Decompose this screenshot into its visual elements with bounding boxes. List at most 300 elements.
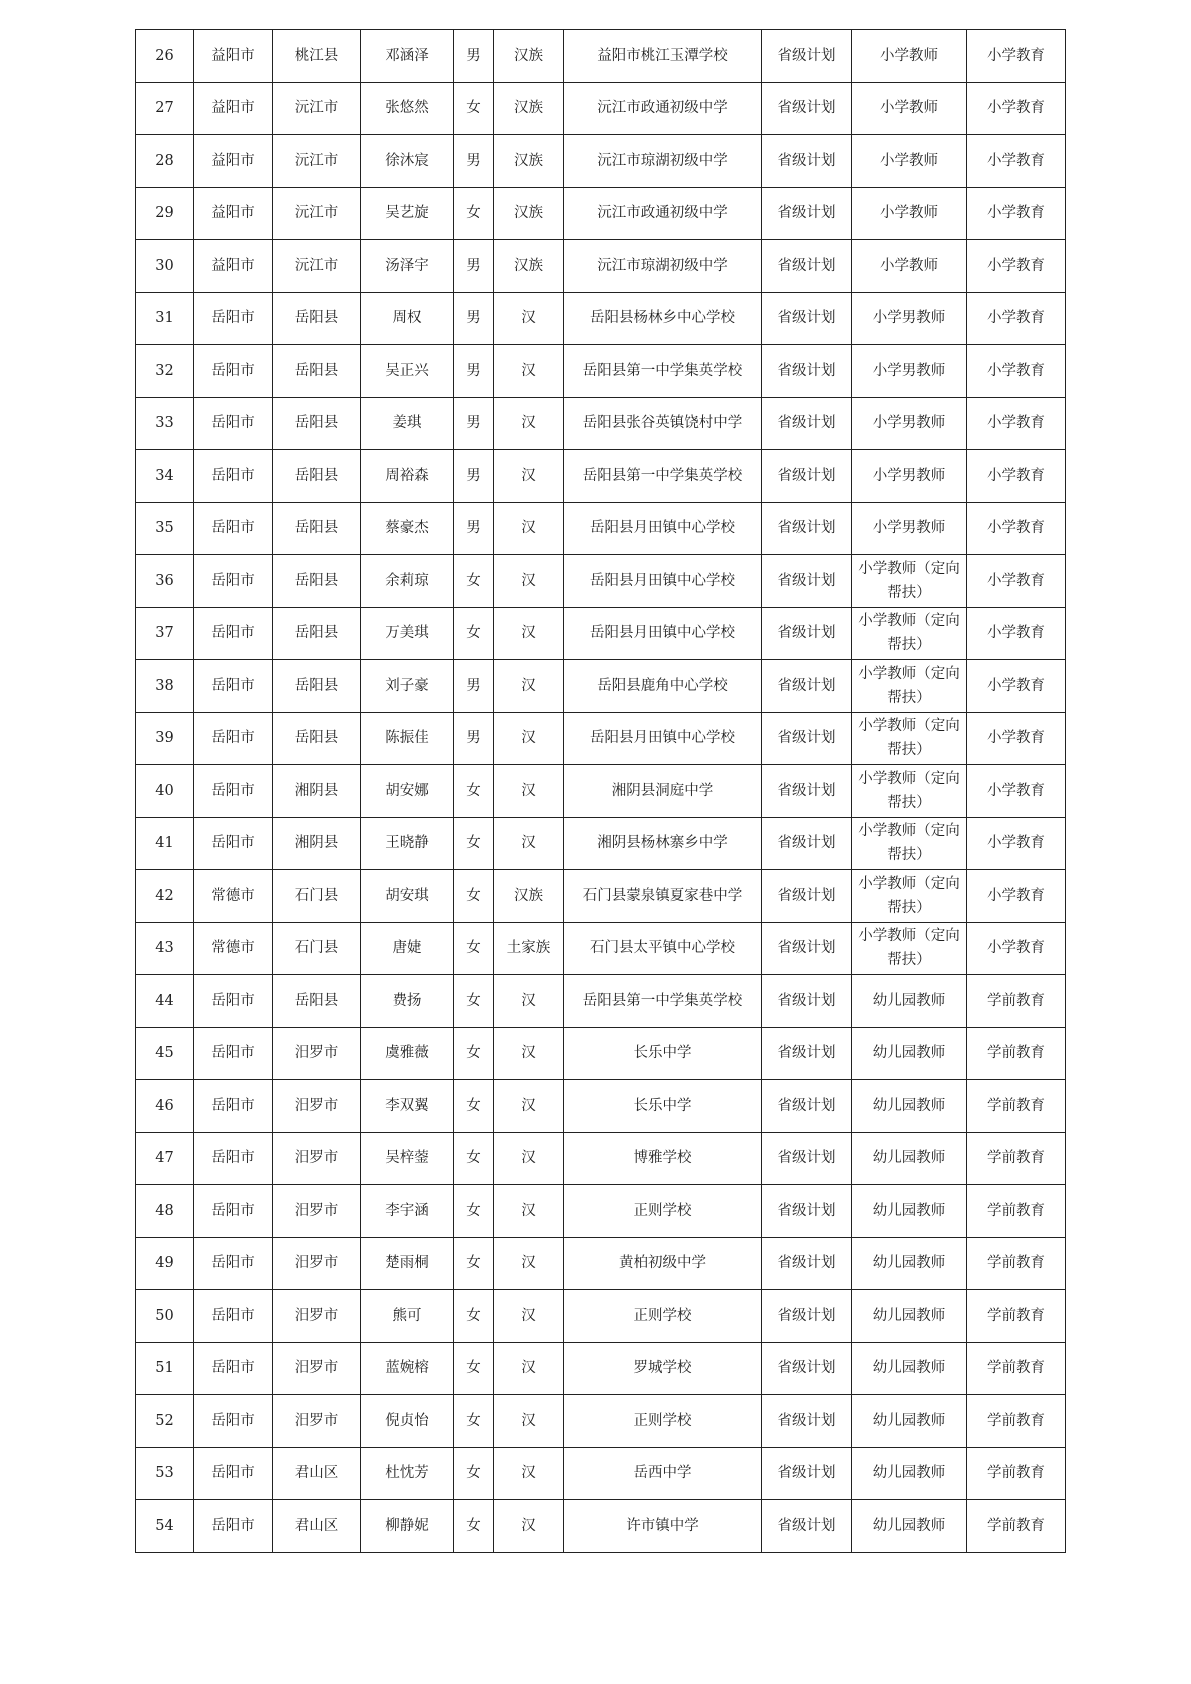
- row-number-cell: 32: [136, 345, 194, 398]
- plan-type-cell: 省级计划: [762, 975, 852, 1028]
- table-row: [136, 817, 1066, 870]
- school-cell: 石门县太平镇中心学校: [564, 922, 762, 975]
- plan-type-cell: 省级计划: [762, 502, 852, 555]
- county-cell: 岳阳县: [273, 450, 361, 503]
- school-cell: 岳阳县鹿角中心学校: [564, 660, 762, 713]
- name-cell: 倪贞怡: [361, 1395, 454, 1448]
- name-cell: 李宇涵: [361, 1185, 454, 1238]
- position-cell: 幼儿园教师: [852, 1342, 967, 1395]
- gender-cell: 女: [454, 1132, 494, 1185]
- city-cell: 益阳市: [194, 135, 273, 188]
- county-cell: 岳阳县: [273, 292, 361, 345]
- table-row: [136, 1132, 1066, 1185]
- ethnicity-cell: 土家族: [494, 922, 564, 975]
- gender-cell: 女: [454, 1447, 494, 1500]
- county-cell: 岳阳县: [273, 397, 361, 450]
- ethnicity-cell: 汉: [494, 712, 564, 765]
- row-number-cell: 39: [136, 712, 194, 765]
- row-number-cell: 54: [136, 1500, 194, 1553]
- ethnicity-cell: 汉族: [494, 135, 564, 188]
- name-cell: 楚雨桐: [361, 1237, 454, 1290]
- gender-cell: 女: [454, 1395, 494, 1448]
- row-number-cell: 46: [136, 1080, 194, 1133]
- name-cell: 王晓静: [361, 817, 454, 870]
- major-cell: 小学教育: [967, 292, 1066, 345]
- major-cell: 学前教育: [967, 1500, 1066, 1553]
- row-number-cell: 27: [136, 82, 194, 135]
- table-row: [136, 607, 1066, 660]
- gender-cell: 女: [454, 555, 494, 608]
- major-cell: 小学教育: [967, 82, 1066, 135]
- row-number-cell: 51: [136, 1342, 194, 1395]
- county-cell: 汨罗市: [273, 1132, 361, 1185]
- row-number-cell: 44: [136, 975, 194, 1028]
- ethnicity-cell: 汉: [494, 1447, 564, 1500]
- plan-type-cell: 省级计划: [762, 1395, 852, 1448]
- position-cell: 幼儿园教师: [852, 975, 967, 1028]
- major-cell: 学前教育: [967, 975, 1066, 1028]
- gender-cell: 女: [454, 187, 494, 240]
- city-cell: 岳阳市: [194, 555, 273, 608]
- gender-cell: 男: [454, 397, 494, 450]
- row-number-cell: 50: [136, 1290, 194, 1343]
- row-number-cell: 35: [136, 502, 194, 555]
- county-cell: 汨罗市: [273, 1237, 361, 1290]
- city-cell: 岳阳市: [194, 1080, 273, 1133]
- city-cell: 岳阳市: [194, 1447, 273, 1500]
- row-number-cell: 53: [136, 1447, 194, 1500]
- ethnicity-cell: 汉: [494, 1500, 564, 1553]
- county-cell: 汨罗市: [273, 1342, 361, 1395]
- ethnicity-cell: 汉: [494, 765, 564, 818]
- position-cell: 小学教师（定向帮扶）: [852, 922, 967, 975]
- ethnicity-cell: 汉族: [494, 30, 564, 83]
- position-cell: 小学男教师: [852, 450, 967, 503]
- name-cell: 唐婕: [361, 922, 454, 975]
- school-cell: 许市镇中学: [564, 1500, 762, 1553]
- position-cell: 小学教师（定向帮扶）: [852, 870, 967, 923]
- ethnicity-cell: 汉: [494, 502, 564, 555]
- name-cell: 熊可: [361, 1290, 454, 1343]
- gender-cell: 女: [454, 870, 494, 923]
- plan-type-cell: 省级计划: [762, 30, 852, 83]
- table-row: [136, 1342, 1066, 1395]
- row-number-cell: 52: [136, 1395, 194, 1448]
- gender-cell: 女: [454, 817, 494, 870]
- gender-cell: 男: [454, 30, 494, 83]
- plan-type-cell: 省级计划: [762, 1132, 852, 1185]
- ethnicity-cell: 汉族: [494, 870, 564, 923]
- city-cell: 益阳市: [194, 82, 273, 135]
- position-cell: 小学教师（定向帮扶）: [852, 607, 967, 660]
- ethnicity-cell: 汉: [494, 1027, 564, 1080]
- city-cell: 益阳市: [194, 187, 273, 240]
- major-cell: 小学教育: [967, 712, 1066, 765]
- position-cell: 幼儿园教师: [852, 1447, 967, 1500]
- table-row: [136, 187, 1066, 240]
- city-cell: 岳阳市: [194, 1027, 273, 1080]
- plan-type-cell: 省级计划: [762, 817, 852, 870]
- ethnicity-cell: 汉: [494, 1132, 564, 1185]
- county-cell: 沅江市: [273, 187, 361, 240]
- ethnicity-cell: 汉: [494, 975, 564, 1028]
- city-cell: 岳阳市: [194, 1132, 273, 1185]
- plan-type-cell: 省级计划: [762, 345, 852, 398]
- gender-cell: 女: [454, 1290, 494, 1343]
- plan-type-cell: 省级计划: [762, 765, 852, 818]
- city-cell: 岳阳市: [194, 1237, 273, 1290]
- table-row: [136, 922, 1066, 975]
- position-cell: 小学教师（定向帮扶）: [852, 555, 967, 608]
- position-cell: 幼儿园教师: [852, 1185, 967, 1238]
- plan-type-cell: 省级计划: [762, 292, 852, 345]
- county-cell: 岳阳县: [273, 555, 361, 608]
- school-cell: 岳阳县月田镇中心学校: [564, 712, 762, 765]
- table-row: [136, 502, 1066, 555]
- name-cell: 汤泽宇: [361, 240, 454, 293]
- county-cell: 岳阳县: [273, 607, 361, 660]
- city-cell: 岳阳市: [194, 817, 273, 870]
- city-cell: 常德市: [194, 922, 273, 975]
- school-cell: 博雅学校: [564, 1132, 762, 1185]
- row-number-cell: 45: [136, 1027, 194, 1080]
- major-cell: 小学教育: [967, 817, 1066, 870]
- position-cell: 幼儿园教师: [852, 1080, 967, 1133]
- position-cell: 幼儿园教师: [852, 1027, 967, 1080]
- city-cell: 岳阳市: [194, 1290, 273, 1343]
- plan-type-cell: 省级计划: [762, 82, 852, 135]
- plan-type-cell: 省级计划: [762, 607, 852, 660]
- table-row: [136, 975, 1066, 1028]
- city-cell: 岳阳市: [194, 607, 273, 660]
- school-cell: 沅江市政通初级中学: [564, 187, 762, 240]
- city-cell: 岳阳市: [194, 345, 273, 398]
- table-row: [136, 30, 1066, 83]
- row-number-cell: 28: [136, 135, 194, 188]
- row-number-cell: 36: [136, 555, 194, 608]
- row-number-cell: 34: [136, 450, 194, 503]
- position-cell: 小学教师: [852, 82, 967, 135]
- city-cell: 岳阳市: [194, 397, 273, 450]
- gender-cell: 男: [454, 292, 494, 345]
- school-cell: 石门县蒙泉镇夏家巷中学: [564, 870, 762, 923]
- table-row: [136, 555, 1066, 608]
- school-cell: 湘阴县洞庭中学: [564, 765, 762, 818]
- major-cell: 小学教育: [967, 660, 1066, 713]
- school-cell: 罗城学校: [564, 1342, 762, 1395]
- county-cell: 湘阴县: [273, 817, 361, 870]
- school-cell: 岳阳县第一中学集英学校: [564, 450, 762, 503]
- plan-type-cell: 省级计划: [762, 1342, 852, 1395]
- table-row: [136, 1080, 1066, 1133]
- school-cell: 湘阴县杨林寨乡中学: [564, 817, 762, 870]
- county-cell: 桃江县: [273, 30, 361, 83]
- gender-cell: 男: [454, 502, 494, 555]
- school-cell: 益阳市桃江玉潭学校: [564, 30, 762, 83]
- plan-type-cell: 省级计划: [762, 555, 852, 608]
- school-cell: 岳阳县杨林乡中心学校: [564, 292, 762, 345]
- name-cell: 余莉琼: [361, 555, 454, 608]
- ethnicity-cell: 汉: [494, 1395, 564, 1448]
- gender-cell: 女: [454, 607, 494, 660]
- gender-cell: 女: [454, 765, 494, 818]
- table-row: [136, 345, 1066, 398]
- school-cell: 岳阳县月田镇中心学校: [564, 607, 762, 660]
- plan-type-cell: 省级计划: [762, 660, 852, 713]
- row-number-cell: 40: [136, 765, 194, 818]
- name-cell: 柳静妮: [361, 1500, 454, 1553]
- plan-type-cell: 省级计划: [762, 870, 852, 923]
- table-row: [136, 660, 1066, 713]
- county-cell: 沅江市: [273, 135, 361, 188]
- position-cell: 小学教师: [852, 187, 967, 240]
- position-cell: 小学男教师: [852, 502, 967, 555]
- row-number-cell: 48: [136, 1185, 194, 1238]
- position-cell: 小学男教师: [852, 292, 967, 345]
- position-cell: 幼儿园教师: [852, 1395, 967, 1448]
- table-row: [136, 1185, 1066, 1238]
- table-row: [136, 292, 1066, 345]
- position-cell: 幼儿园教师: [852, 1290, 967, 1343]
- county-cell: 汨罗市: [273, 1080, 361, 1133]
- gender-cell: 女: [454, 1080, 494, 1133]
- school-cell: 岳阳县张谷英镇饶村中学: [564, 397, 762, 450]
- ethnicity-cell: 汉: [494, 1185, 564, 1238]
- county-cell: 岳阳县: [273, 712, 361, 765]
- name-cell: 胡安琪: [361, 870, 454, 923]
- table-row: [136, 1237, 1066, 1290]
- school-cell: 岳阳县第一中学集英学校: [564, 975, 762, 1028]
- city-cell: 岳阳市: [194, 502, 273, 555]
- county-cell: 汨罗市: [273, 1290, 361, 1343]
- name-cell: 吴正兴: [361, 345, 454, 398]
- plan-type-cell: 省级计划: [762, 397, 852, 450]
- school-cell: 正则学校: [564, 1290, 762, 1343]
- position-cell: 小学教师（定向帮扶）: [852, 765, 967, 818]
- county-cell: 君山区: [273, 1447, 361, 1500]
- county-cell: 汨罗市: [273, 1185, 361, 1238]
- ethnicity-cell: 汉: [494, 1290, 564, 1343]
- school-cell: 正则学校: [564, 1185, 762, 1238]
- table-row: [136, 135, 1066, 188]
- city-cell: 益阳市: [194, 240, 273, 293]
- name-cell: 邓涵泽: [361, 30, 454, 83]
- major-cell: 小学教育: [967, 240, 1066, 293]
- position-cell: 幼儿园教师: [852, 1132, 967, 1185]
- name-cell: 吴梓蓥: [361, 1132, 454, 1185]
- county-cell: 汨罗市: [273, 1027, 361, 1080]
- plan-type-cell: 省级计划: [762, 187, 852, 240]
- county-cell: 石门县: [273, 870, 361, 923]
- major-cell: 学前教育: [967, 1027, 1066, 1080]
- gender-cell: 男: [454, 660, 494, 713]
- school-cell: 沅江市政通初级中学: [564, 82, 762, 135]
- county-cell: 岳阳县: [273, 502, 361, 555]
- row-number-cell: 47: [136, 1132, 194, 1185]
- name-cell: 刘子豪: [361, 660, 454, 713]
- ethnicity-cell: 汉族: [494, 187, 564, 240]
- position-cell: 小学教师: [852, 240, 967, 293]
- plan-type-cell: 省级计划: [762, 1237, 852, 1290]
- plan-type-cell: 省级计划: [762, 1500, 852, 1553]
- ethnicity-cell: 汉: [494, 555, 564, 608]
- school-cell: 岳西中学: [564, 1447, 762, 1500]
- major-cell: 学前教育: [967, 1237, 1066, 1290]
- row-number-cell: 31: [136, 292, 194, 345]
- plan-type-cell: 省级计划: [762, 135, 852, 188]
- major-cell: 小学教育: [967, 345, 1066, 398]
- row-number-cell: 38: [136, 660, 194, 713]
- school-cell: 岳阳县第一中学集英学校: [564, 345, 762, 398]
- major-cell: 学前教育: [967, 1185, 1066, 1238]
- ethnicity-cell: 汉: [494, 450, 564, 503]
- major-cell: 小学教育: [967, 765, 1066, 818]
- major-cell: 学前教育: [967, 1132, 1066, 1185]
- major-cell: 学前教育: [967, 1290, 1066, 1343]
- city-cell: 岳阳市: [194, 765, 273, 818]
- plan-type-cell: 省级计划: [762, 1027, 852, 1080]
- name-cell: 陈振佳: [361, 712, 454, 765]
- row-number-cell: 30: [136, 240, 194, 293]
- table-body: [136, 30, 1066, 1553]
- table-row: [136, 1395, 1066, 1448]
- ethnicity-cell: 汉: [494, 397, 564, 450]
- gender-cell: 女: [454, 922, 494, 975]
- major-cell: 小学教育: [967, 607, 1066, 660]
- plan-type-cell: 省级计划: [762, 712, 852, 765]
- major-cell: 小学教育: [967, 187, 1066, 240]
- county-cell: 沅江市: [273, 240, 361, 293]
- name-cell: 蔡豪杰: [361, 502, 454, 555]
- table-row: [136, 82, 1066, 135]
- position-cell: 幼儿园教师: [852, 1500, 967, 1553]
- table-row: [136, 1447, 1066, 1500]
- name-cell: 吴艺旋: [361, 187, 454, 240]
- name-cell: 李双翼: [361, 1080, 454, 1133]
- position-cell: 小学教师: [852, 30, 967, 83]
- table-row: [136, 450, 1066, 503]
- plan-type-cell: 省级计划: [762, 240, 852, 293]
- gender-cell: 女: [454, 1342, 494, 1395]
- name-cell: 周裕森: [361, 450, 454, 503]
- plan-type-cell: 省级计划: [762, 450, 852, 503]
- major-cell: 小学教育: [967, 870, 1066, 923]
- major-cell: 小学教育: [967, 450, 1066, 503]
- table-row: [136, 397, 1066, 450]
- county-cell: 汨罗市: [273, 1395, 361, 1448]
- major-cell: 学前教育: [967, 1447, 1066, 1500]
- plan-type-cell: 省级计划: [762, 922, 852, 975]
- city-cell: 岳阳市: [194, 1395, 273, 1448]
- county-cell: 石门县: [273, 922, 361, 975]
- city-cell: 岳阳市: [194, 660, 273, 713]
- position-cell: 小学男教师: [852, 345, 967, 398]
- county-cell: 湘阴县: [273, 765, 361, 818]
- city-cell: 岳阳市: [194, 1185, 273, 1238]
- name-cell: 虞雅薇: [361, 1027, 454, 1080]
- city-cell: 岳阳市: [194, 975, 273, 1028]
- plan-type-cell: 省级计划: [762, 1080, 852, 1133]
- ethnicity-cell: 汉: [494, 817, 564, 870]
- city-cell: 岳阳市: [194, 450, 273, 503]
- gender-cell: 女: [454, 82, 494, 135]
- major-cell: 小学教育: [967, 502, 1066, 555]
- name-cell: 张悠然: [361, 82, 454, 135]
- major-cell: 学前教育: [967, 1395, 1066, 1448]
- name-cell: 姜琪: [361, 397, 454, 450]
- position-cell: 小学教师（定向帮扶）: [852, 660, 967, 713]
- row-number-cell: 41: [136, 817, 194, 870]
- name-cell: 周权: [361, 292, 454, 345]
- table-row: [136, 1500, 1066, 1553]
- gender-cell: 男: [454, 135, 494, 188]
- major-cell: 小学教育: [967, 555, 1066, 608]
- plan-type-cell: 省级计划: [762, 1185, 852, 1238]
- city-cell: 益阳市: [194, 30, 273, 83]
- row-number-cell: 49: [136, 1237, 194, 1290]
- gender-cell: 男: [454, 240, 494, 293]
- student-roster-table: [135, 29, 1066, 1553]
- school-cell: 长乐中学: [564, 1080, 762, 1133]
- row-number-cell: 42: [136, 870, 194, 923]
- major-cell: 学前教育: [967, 1342, 1066, 1395]
- position-cell: 小学教师（定向帮扶）: [852, 712, 967, 765]
- ethnicity-cell: 汉族: [494, 82, 564, 135]
- ethnicity-cell: 汉: [494, 660, 564, 713]
- gender-cell: 女: [454, 975, 494, 1028]
- gender-cell: 女: [454, 1237, 494, 1290]
- table-row: [136, 712, 1066, 765]
- major-cell: 学前教育: [967, 1080, 1066, 1133]
- city-cell: 常德市: [194, 870, 273, 923]
- row-number-cell: 26: [136, 30, 194, 83]
- city-cell: 岳阳市: [194, 1342, 273, 1395]
- gender-cell: 男: [454, 712, 494, 765]
- position-cell: 小学教师: [852, 135, 967, 188]
- plan-type-cell: 省级计划: [762, 1290, 852, 1343]
- county-cell: 沅江市: [273, 82, 361, 135]
- plan-type-cell: 省级计划: [762, 1447, 852, 1500]
- table-row: [136, 870, 1066, 923]
- gender-cell: 女: [454, 1027, 494, 1080]
- ethnicity-cell: 汉: [494, 1237, 564, 1290]
- county-cell: 岳阳县: [273, 345, 361, 398]
- table-row: [136, 1027, 1066, 1080]
- gender-cell: 女: [454, 1500, 494, 1553]
- school-cell: 沅江市琼湖初级中学: [564, 135, 762, 188]
- school-cell: 岳阳县月田镇中心学校: [564, 555, 762, 608]
- major-cell: 小学教育: [967, 922, 1066, 975]
- city-cell: 岳阳市: [194, 1500, 273, 1553]
- county-cell: 岳阳县: [273, 975, 361, 1028]
- ethnicity-cell: 汉: [494, 292, 564, 345]
- gender-cell: 男: [454, 345, 494, 398]
- ethnicity-cell: 汉族: [494, 240, 564, 293]
- major-cell: 小学教育: [967, 135, 1066, 188]
- school-cell: 岳阳县月田镇中心学校: [564, 502, 762, 555]
- county-cell: 岳阳县: [273, 660, 361, 713]
- school-cell: 正则学校: [564, 1395, 762, 1448]
- ethnicity-cell: 汉: [494, 1080, 564, 1133]
- school-cell: 长乐中学: [564, 1027, 762, 1080]
- row-number-cell: 29: [136, 187, 194, 240]
- ethnicity-cell: 汉: [494, 345, 564, 398]
- row-number-cell: 37: [136, 607, 194, 660]
- name-cell: 万美琪: [361, 607, 454, 660]
- position-cell: 幼儿园教师: [852, 1237, 967, 1290]
- table-row: [136, 240, 1066, 293]
- ethnicity-cell: 汉: [494, 607, 564, 660]
